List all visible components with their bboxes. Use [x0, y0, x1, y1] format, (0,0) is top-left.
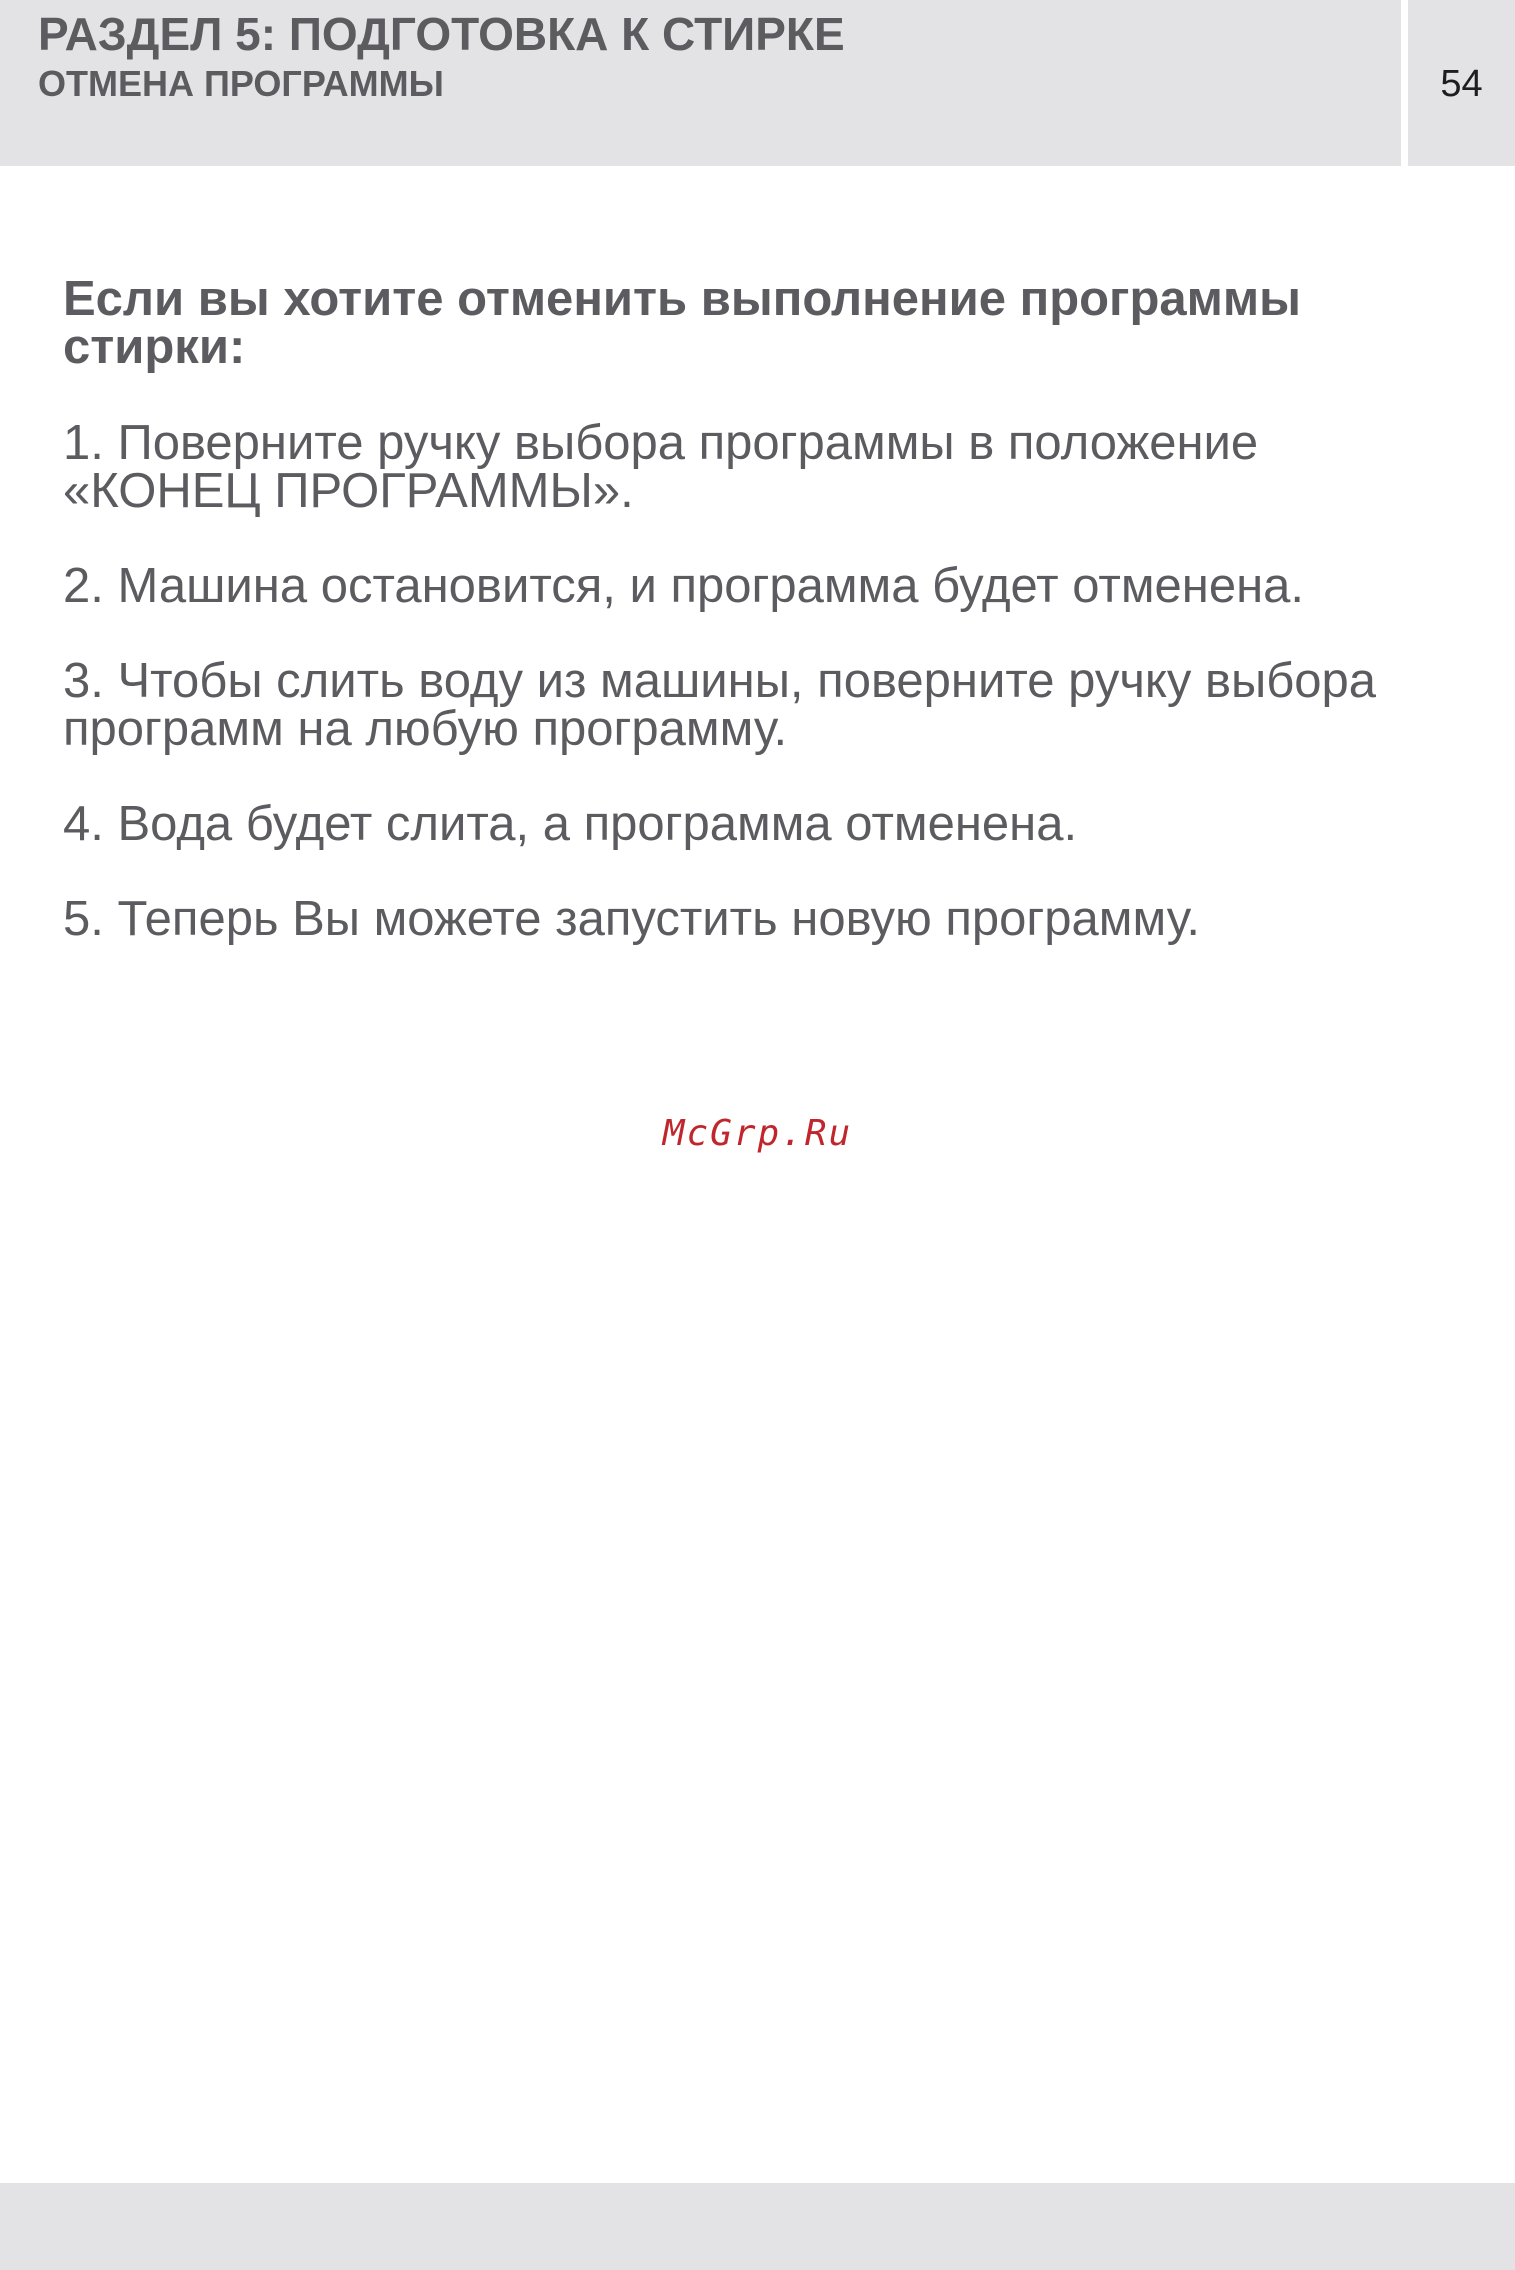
main-content [63, 272, 1423, 990]
step-3: 3. Чтобы слить воду из машины, поверните ручку выбора программ на любую программу. [63, 654, 1377, 756]
subsection-title: ОТМЕНА ПРОГРАММЫ [38, 63, 444, 104]
steps-list [63, 416, 1423, 946]
step-1: 1. Поверните ручку выбора программы в положение «КОНЕЦ ПРОГРАММЫ». [63, 416, 1259, 518]
page-number-box [1408, 0, 1515, 166]
watermark-text: McGrp.Ru [662, 1113, 853, 1154]
step-2: 2. Машина остановится, и программа будет отменена. [63, 559, 1305, 613]
step-4: 4. Вода будет слита, а программа отменена. [63, 797, 1078, 851]
page-footer [0, 2183, 1515, 2270]
step-5: 5. Теперь Вы можете запустить новую программу. [63, 892, 1200, 946]
section-title: РАЗДЕЛ 5: ПОДГОТОВКА К СТИРКЕ [38, 8, 845, 60]
page-header [0, 0, 1401, 166]
page-number: 54 [1440, 63, 1483, 105]
header-divider [1401, 0, 1408, 166]
intro-heading: Если вы хотите отменить выполнение программы стирки: [63, 272, 1301, 374]
